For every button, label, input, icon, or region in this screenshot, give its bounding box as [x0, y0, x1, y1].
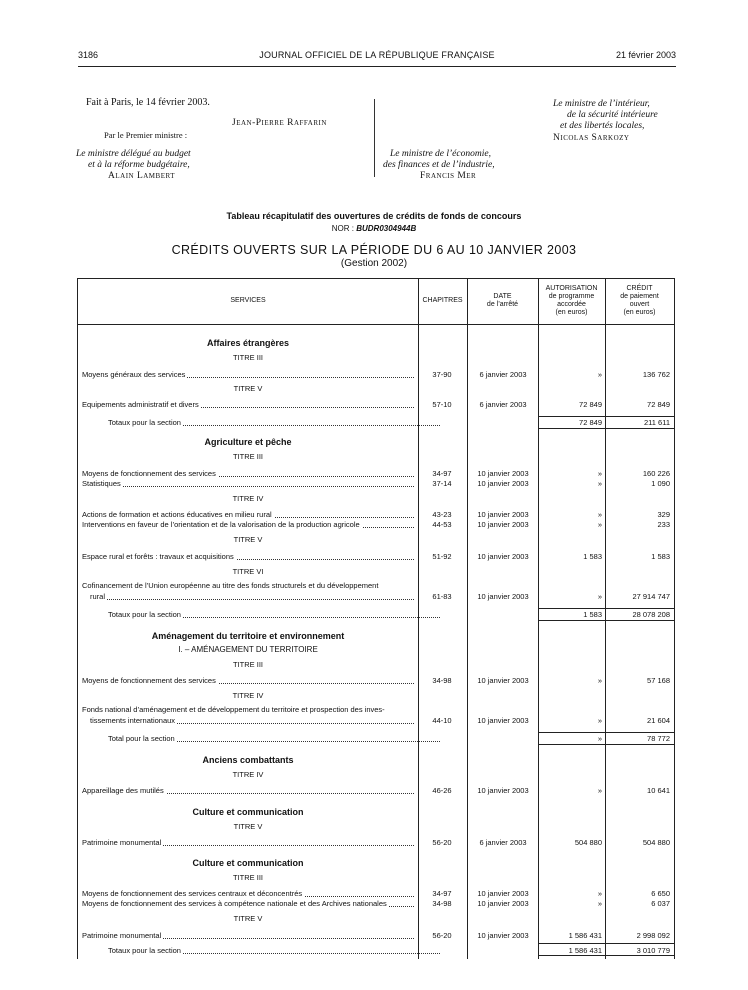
titre-heading: TITRE IV — [232, 691, 264, 700]
period-title: CRÉDITS OUVERTS SUR LA PÉRIODE DU 6 AU 10 JANVIER 2003 — [171, 243, 577, 257]
titre-heading: TITRE III — [233, 873, 263, 882]
total-row: Totaux pour la section 1 583 28 078 208 — [108, 610, 670, 619]
issue-date: 21 février 2003 — [615, 50, 676, 60]
titre-heading: TITRE III — [233, 660, 263, 669]
total-box — [538, 416, 674, 429]
titre-heading: TITRE III — [233, 452, 263, 461]
signature-place-date: Fait à Paris, le 14 février 2003. — [86, 97, 210, 108]
total-box — [538, 608, 674, 621]
table-row: rural 61-83 10 janvier 2003 » 27 914 747 — [90, 592, 670, 601]
header-rule-bottom — [78, 324, 674, 325]
section-title: Culture et communication — [192, 807, 304, 817]
section-subtitle: I. – AMÉNAGEMENT DU TERRITOIRE — [178, 645, 318, 654]
table-row: Statistiques 37-14 10 janvier 2003 » 1 090 — [82, 479, 670, 488]
signature-budget-line1: Le ministre délégué au budget — [76, 149, 191, 159]
total-row: Totaux pour la section 72 849 211 611 — [108, 418, 670, 427]
signature-eco-name: Francis Mer — [420, 171, 477, 181]
table-row: Espace rural et forêts : travaux et acquisitions 51-92 10 janvier 2003 1 583 1 583 — [82, 552, 670, 561]
signature-eco-line1: Le ministre de l’économie, — [390, 149, 491, 159]
table-row: Actions de formation et actions éducatives en milieu rural 43-23 10 janvier 2003 » 329 — [82, 510, 670, 519]
table-title: Tableau récapitulatif des ouvertures de crédits de fonds de concours — [226, 211, 522, 221]
nor-label: NOR : — [331, 224, 354, 233]
table-row: Moyens généraux des services 37-90 6 janvier 2003 » 136 762 — [82, 370, 670, 379]
section-title: Aménagement du territoire et environnement — [151, 631, 345, 641]
table-row: Moyens de fonctionnement des services centraux et déconcentrés 34-97 10 janvier 2003 » 6 650 — [82, 889, 670, 898]
titre-heading: TITRE V — [233, 384, 263, 393]
total-row: Total pour la section » 78 772 — [108, 734, 670, 743]
page-header — [78, 50, 676, 64]
signature-interior-line3: et des libertés locales, — [560, 121, 645, 131]
signature-budget-line2: et à la réforme budgétaire, — [88, 160, 190, 170]
table-row: Appareillage des mutilés 46-26 10 janvier 2003 » 10 641 — [82, 786, 670, 795]
nor-code: BUDR0304944B — [356, 224, 417, 233]
titre-heading: TITRE IV — [232, 494, 264, 503]
titre-heading: TITRE VI — [232, 567, 264, 576]
total-box — [538, 732, 674, 745]
table-row: Patrimoine monumental 56-20 10 janvier 2003 1 586 431 2 998 092 — [82, 931, 670, 940]
signature-interior-line2: de la sécurité intérieure — [567, 110, 658, 120]
col-header-chapitres: CHAPITRES — [422, 297, 463, 304]
service-label-line1: Cofinancement de l’Union européenne au titre des fonds structurels et du développement — [82, 581, 379, 590]
titre-heading: TITRE V — [233, 535, 263, 544]
page-number: 3186 — [78, 50, 99, 60]
section-title: Anciens combattants — [202, 755, 294, 765]
titre-heading: TITRE V — [233, 822, 263, 831]
service-label-line1: Fonds national d’aménagement et de développement du territoire et prospection des inves- — [82, 705, 385, 714]
titre-heading: TITRE V — [233, 914, 263, 923]
table-row: Moyens de fonctionnement des services 34-98 10 janvier 2003 » 57 168 — [82, 676, 670, 685]
col-header-credit: CRÉDIT de paiement ouvert (en euros) — [620, 285, 659, 316]
titre-heading: TITRE IV — [232, 770, 264, 779]
journal-title: JOURNAL OFFICIEL DE LA RÉPUBLIQUE FRANÇAISE — [259, 50, 495, 60]
signature-budget-name: Alain Lambert — [108, 171, 176, 181]
table-row: Moyens de fonctionnement des services à compétence nationale et des Archives nationales 34-98 10 janvier 2003 » 6 037 — [82, 899, 670, 908]
credits-table — [77, 278, 675, 959]
table-row: Interventions en faveur de l’orientation et de la valorisation de la production agricole 44-53 10 janvier 2003 » 233 — [82, 520, 670, 529]
titre-heading: TITRE III — [233, 353, 263, 362]
col-header-autorisation: AUTORISATION de programme accordée (en euros) — [545, 285, 598, 316]
signature-par-le: Par le Premier ministre : — [104, 130, 188, 140]
signature-interior-line1: Le ministre de l’intérieur, — [553, 99, 650, 109]
section-title: Agriculture et pêche — [204, 437, 292, 447]
signature-eco-line2: des finances et de l’industrie, — [383, 160, 495, 170]
section-title: Affaires étrangères — [206, 338, 290, 348]
table-row: Moyens de fonctionnement des services 34-97 10 janvier 2003 » 160 226 — [82, 469, 670, 478]
col-header-date: DATE de l’arrêté — [486, 293, 519, 308]
header-rule — [78, 66, 676, 67]
signature-pm-name: Jean-Pierre Raffarin — [232, 118, 327, 128]
table-row: Equipements administratif et divers 57-10 6 janvier 2003 72 849 72 849 — [82, 400, 670, 409]
table-row: Patrimoine monumental 56-20 6 janvier 2003 504 880 504 880 — [82, 838, 670, 847]
section-title: Culture et communication — [192, 858, 304, 868]
signature-interior-name: Nicolas Sarkozy — [553, 133, 630, 143]
col-header-services: SERVICES — [230, 297, 266, 304]
nor-reference — [0, 224, 748, 233]
total-row: Totaux pour la section 1 586 431 3 010 779 — [108, 946, 670, 955]
table-row: tissements internationaux 44-10 10 janvier 2003 » 21 604 — [90, 716, 670, 725]
total-box — [538, 943, 674, 956]
signature-divider — [374, 99, 375, 177]
management-year: (Gestion 2002) — [340, 258, 408, 269]
